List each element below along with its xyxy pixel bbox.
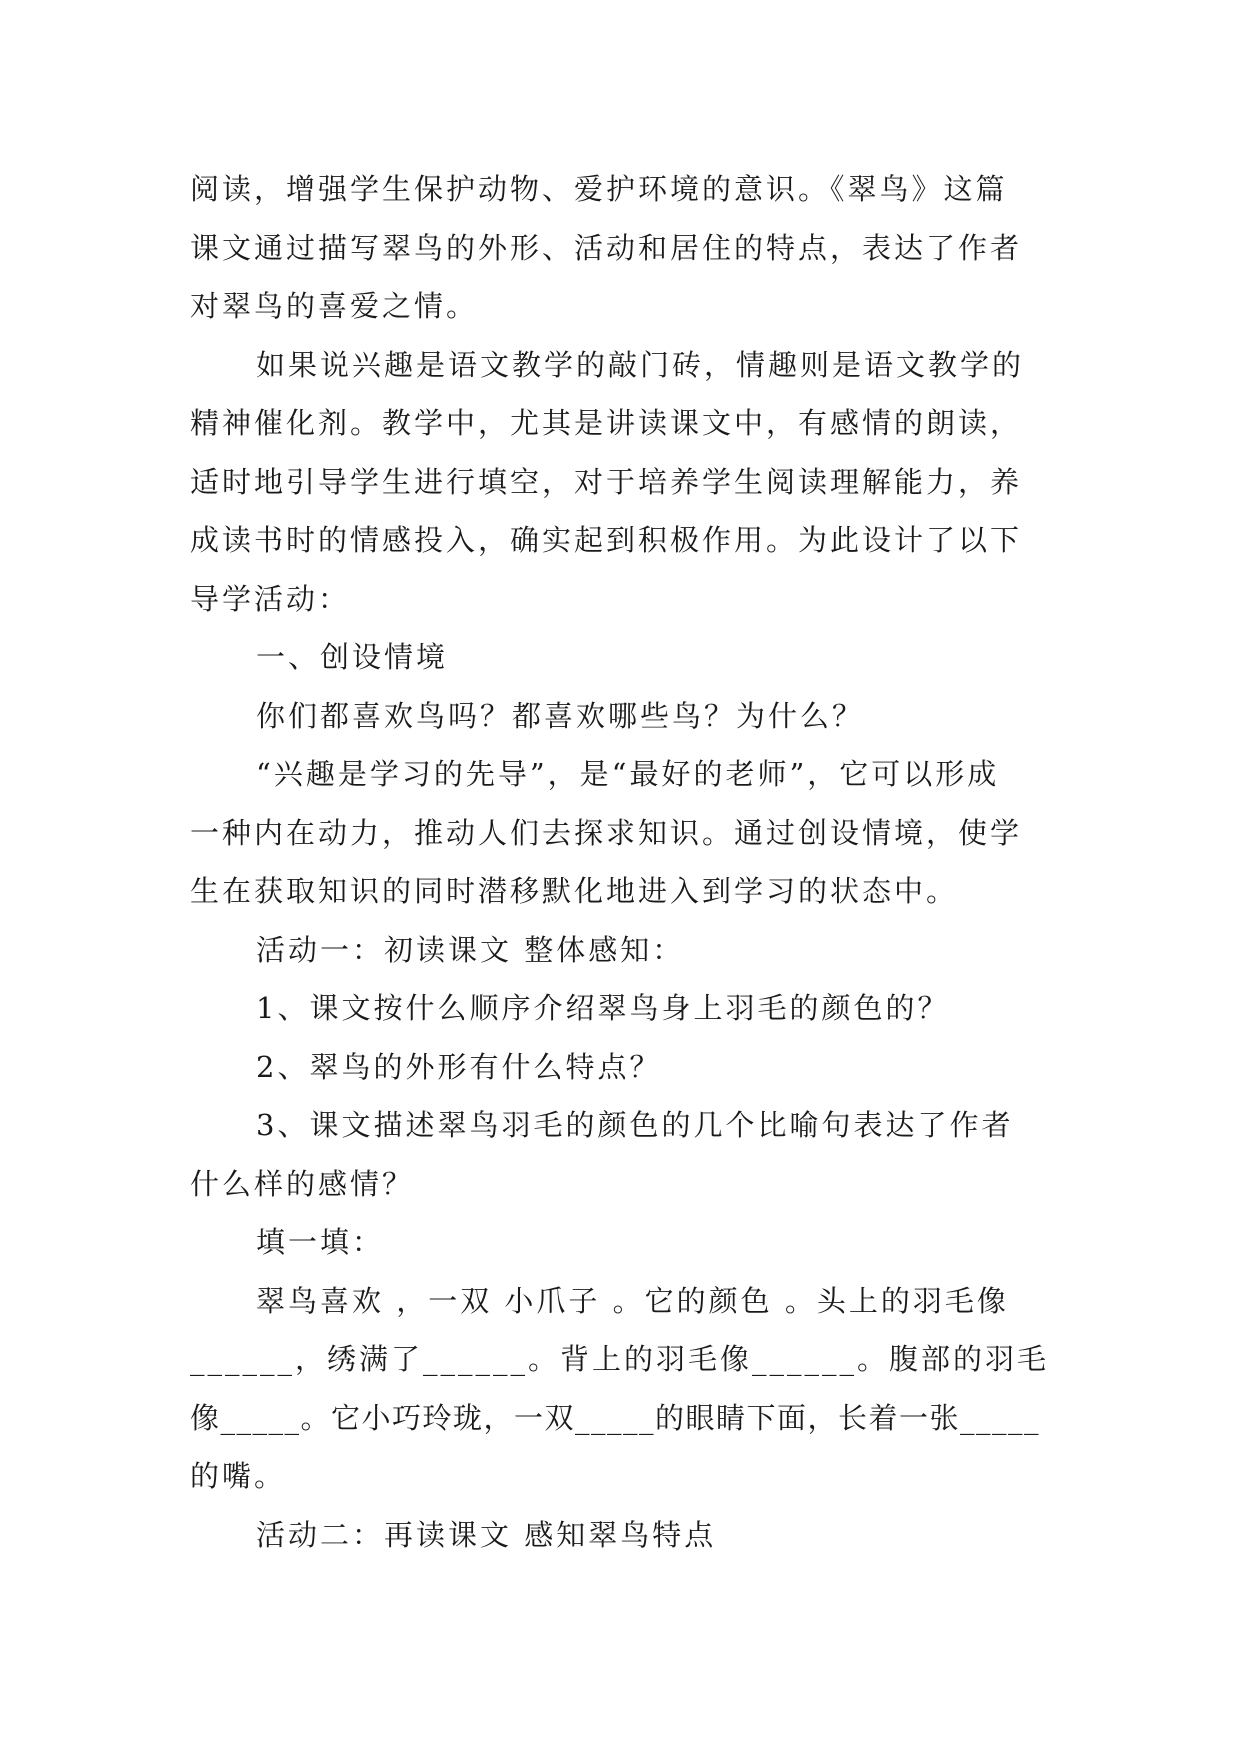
text-line: 对翠鸟的喜爱之情。 xyxy=(190,289,479,323)
fill-in-exercise: 翠鸟喜欢 ，一双 小爪子 。它的颜色 。头上的羽毛像 xyxy=(256,1283,1009,1318)
question-item: 2、翠鸟的外形有什么特点？ xyxy=(256,1049,662,1084)
fill-in-exercise: ______，绣满了______。背上的羽毛像______。腹部的羽毛 xyxy=(190,1342,1050,1376)
text-line: 生在获取知识的同时潜移默化地进入到学习的状态中。 xyxy=(190,874,959,908)
question-item: 1、课文按什么顺序介绍翠鸟身上羽毛的颜色的？ xyxy=(256,991,950,1025)
paragraph-start: 你们都喜欢鸟吗？都喜欢哪些鸟？为什么？ xyxy=(256,698,865,733)
question-item: 3、课文描述翠鸟羽毛的颜色的几个比喻句表达了作者 xyxy=(256,1108,1014,1142)
section-heading: 一、创设情境 xyxy=(256,640,449,674)
fill-in-heading: 填一填： xyxy=(256,1225,385,1259)
text-line: 一种内在动力，推动人们去探求知识。通过创设情境，使学 xyxy=(190,815,1023,850)
activity-heading: 活动二：再读课文 感知翠鸟特点 xyxy=(256,1517,717,1552)
text-line: 什么样的感情？ xyxy=(190,1166,415,1201)
document-body xyxy=(190,160,1050,1564)
text-line: 成读书时的情感投入，确实起到积极作用。为此设计了以下 xyxy=(190,523,1023,557)
fill-in-exercise: 像_____。它小巧玲珑，一双_____的眼睛下面，长着一张_____ xyxy=(190,1400,1041,1435)
text-line: 导学活动： xyxy=(190,581,351,616)
paragraph-start: “兴趣是学习的先导”，是“最好的老师”，它可以形成 xyxy=(256,757,1000,791)
text-line: 精神催化剂。教学中，尤其是讲读课文中，有感情的朗读， xyxy=(190,406,1023,440)
text-line: 阅读，增强学生保护动物、爱护环境的意识。《翠鸟》这篇 xyxy=(190,172,1008,206)
text-line: 课文通过描写翠鸟的外形、活动和居住的特点，表达了作者 xyxy=(190,230,1023,265)
activity-heading: 活动一：初读课文 整体感知： xyxy=(256,932,685,967)
paragraph-start: 如果说兴趣是语文教学的敲门砖，情趣则是语文教学的 xyxy=(256,347,1025,382)
text-line: 适时地引导学生进行填空，对于培养学生阅读理解能力，养 xyxy=(190,464,1023,499)
fill-in-exercise: 的嘴。 xyxy=(190,1459,287,1493)
